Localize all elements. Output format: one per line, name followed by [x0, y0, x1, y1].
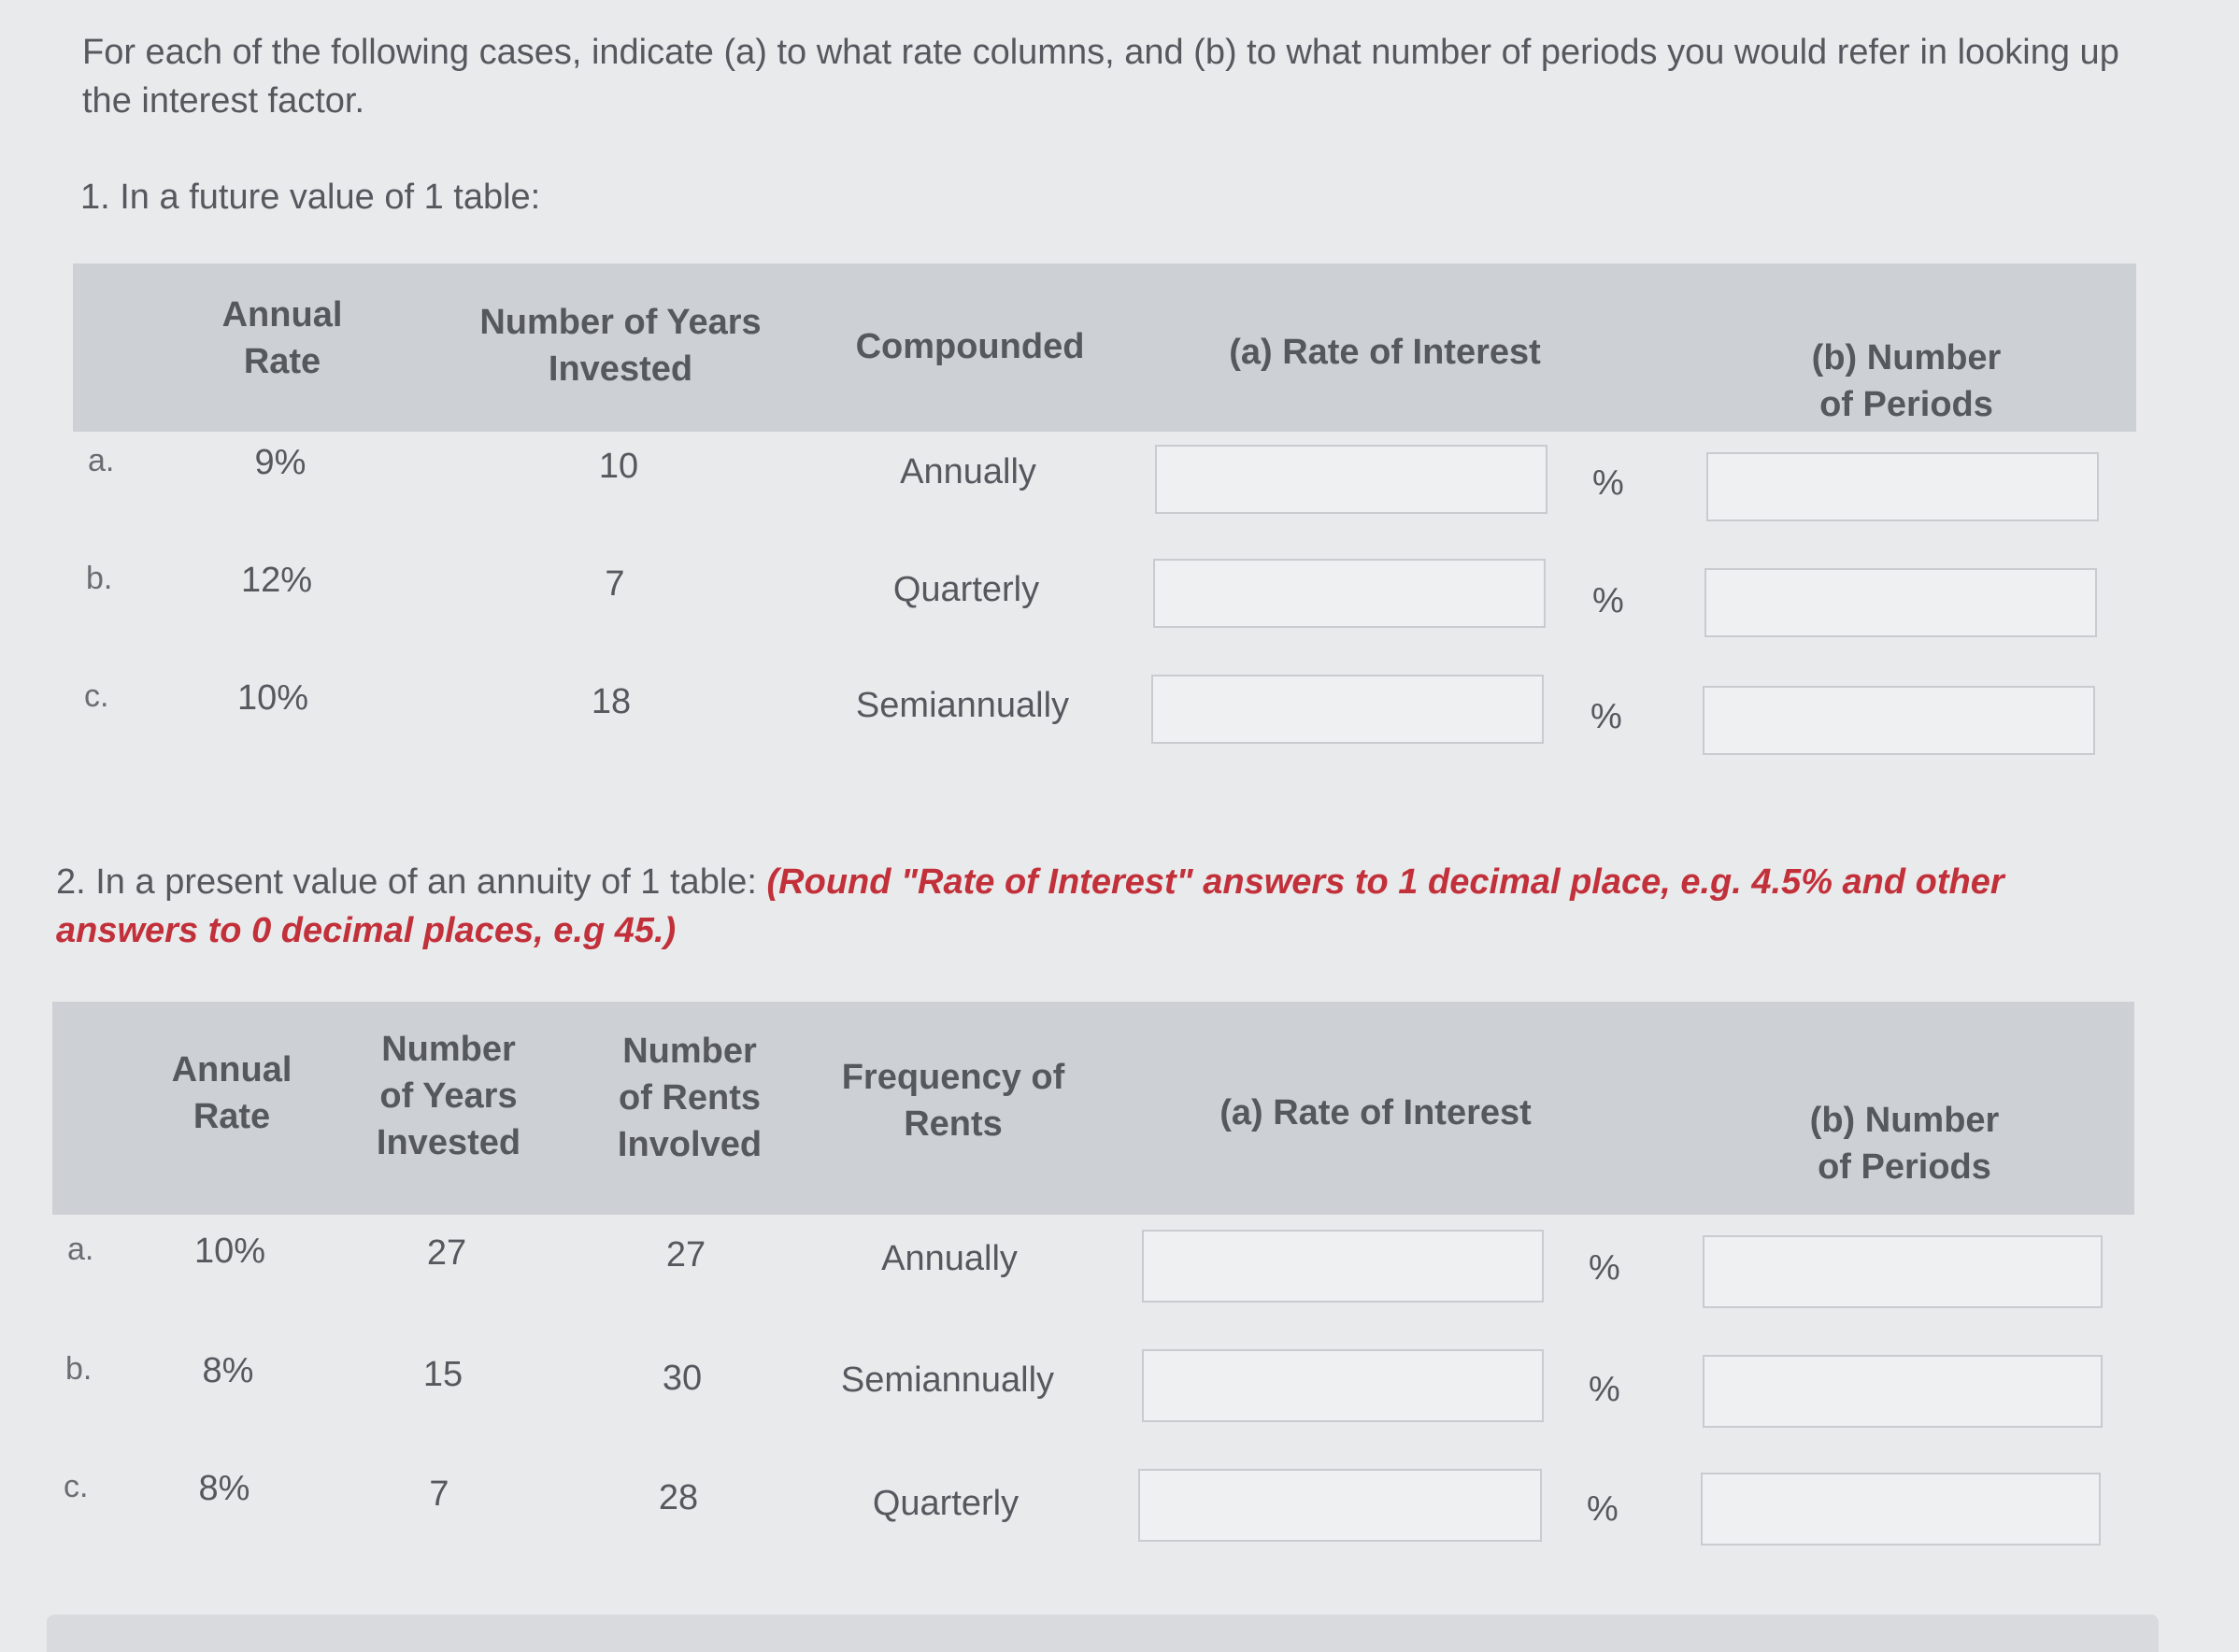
q2-row-b-periods-input[interactable]	[1703, 1355, 2103, 1428]
header-number-of-periods: (b) Number of Periods	[1809, 1101, 2000, 1187]
q1-row-b-rate-input[interactable]	[1153, 559, 1546, 628]
q2-row-b-frequency: Semiannually	[840, 1360, 1055, 1400]
q1-row-c-percent-sign: %	[1590, 697, 1622, 736]
q1-row-c-periods-input[interactable]	[1703, 686, 2095, 755]
q1-row-b-label: b.	[86, 561, 113, 596]
q2-row-c-label: c.	[64, 1469, 89, 1504]
q1-row-a-periods-input[interactable]	[1706, 452, 2099, 521]
header-years-invested: Number of Years Invested	[479, 303, 762, 389]
q1-row-a-rate-input[interactable]	[1155, 445, 1547, 514]
question-2-title: 2. In a present value of an annuity of 1 table:	[56, 862, 757, 902]
q1-row-c-compounded: Semiannually	[855, 686, 1070, 725]
q1-row-a-percent-sign: %	[1592, 463, 1624, 503]
q2-row-b-rate-input[interactable]	[1142, 1349, 1544, 1422]
q1-row-a-compounded: Annually	[900, 452, 1036, 491]
q2-row-b-years: 15	[422, 1355, 463, 1394]
question-2-heading	[56, 858, 2112, 955]
q1-row-b-percent-sign: %	[1592, 581, 1624, 620]
q1-row-a-years: 10	[598, 447, 639, 486]
rounding-instruction: (Round "Rate of Interest" answers to 1 decimal place, e.g. 4.5% and other answers to 0 decimal places, e.g 45.)	[56, 862, 2004, 950]
q1-row-c-label: c.	[84, 678, 109, 714]
q1-row-a-rate: 9%	[254, 443, 307, 482]
q2-row-a-periods-input[interactable]	[1703, 1235, 2103, 1308]
q1-row-a-label: a.	[88, 443, 115, 478]
q1-row-b-rate: 12%	[240, 561, 313, 600]
header-rate-of-interest: (a) Rate of Interest	[1229, 333, 1541, 372]
table-2-header	[52, 1002, 2134, 1215]
question-1-heading: 1. In a future value of 1 table:	[80, 178, 541, 217]
header-annual-rate: Annual Rate	[221, 295, 343, 381]
header-years-invested: Number of Years Invested	[376, 1030, 521, 1162]
q2-row-c-rents: 28	[658, 1478, 699, 1517]
instructions-text: For each of the following cases, indicate (a) to what rate columns, and (b) to what number of periods you would refer in looking up the interest factor.	[82, 33, 2119, 121]
q2-row-a-rents: 27	[665, 1235, 706, 1275]
q1-row-b-compounded: Quarterly	[892, 570, 1040, 609]
table-1-header	[73, 263, 2136, 432]
q2-row-c-rate: 8%	[198, 1469, 250, 1508]
q1-row-b-periods-input[interactable]	[1704, 568, 2097, 637]
q1-row-c-rate: 10%	[236, 678, 309, 718]
q2-row-a-percent-sign: %	[1589, 1248, 1620, 1288]
q2-row-c-years: 7	[429, 1474, 449, 1514]
q2-row-c-periods-input[interactable]	[1701, 1473, 2101, 1545]
q2-row-a-label: a.	[67, 1232, 94, 1267]
header-compounded: Compounded	[855, 327, 1085, 366]
q1-row-b-years: 7	[605, 564, 625, 604]
q2-row-a-frequency: Annually	[881, 1239, 1018, 1278]
q2-row-a-rate-input[interactable]	[1142, 1230, 1544, 1303]
header-number-of-periods: (b) Number of Periods	[1811, 338, 2002, 424]
q2-row-a-years: 27	[426, 1233, 467, 1273]
q2-row-c-frequency: Quarterly	[872, 1484, 1020, 1523]
q2-row-b-percent-sign: %	[1589, 1370, 1620, 1409]
q2-row-b-label: b.	[65, 1351, 93, 1387]
header-rents-involved: Number of Rents Involved	[617, 1032, 763, 1164]
q2-row-c-rate-input[interactable]	[1138, 1469, 1542, 1542]
q2-row-b-rate: 8%	[202, 1351, 254, 1390]
q2-row-b-rents: 30	[662, 1359, 703, 1398]
next-section-edge	[47, 1615, 2159, 1652]
q1-row-c-rate-input[interactable]	[1151, 675, 1544, 744]
q2-row-c-percent-sign: %	[1587, 1489, 1619, 1529]
header-annual-rate: Annual Rate	[171, 1050, 292, 1136]
q1-row-c-years: 18	[591, 682, 632, 721]
header-frequency-of-rents: Frequency of Rents	[841, 1058, 1065, 1144]
q2-row-a-rate: 10%	[193, 1232, 266, 1271]
header-rate-of-interest: (a) Rate of Interest	[1219, 1093, 1532, 1132]
